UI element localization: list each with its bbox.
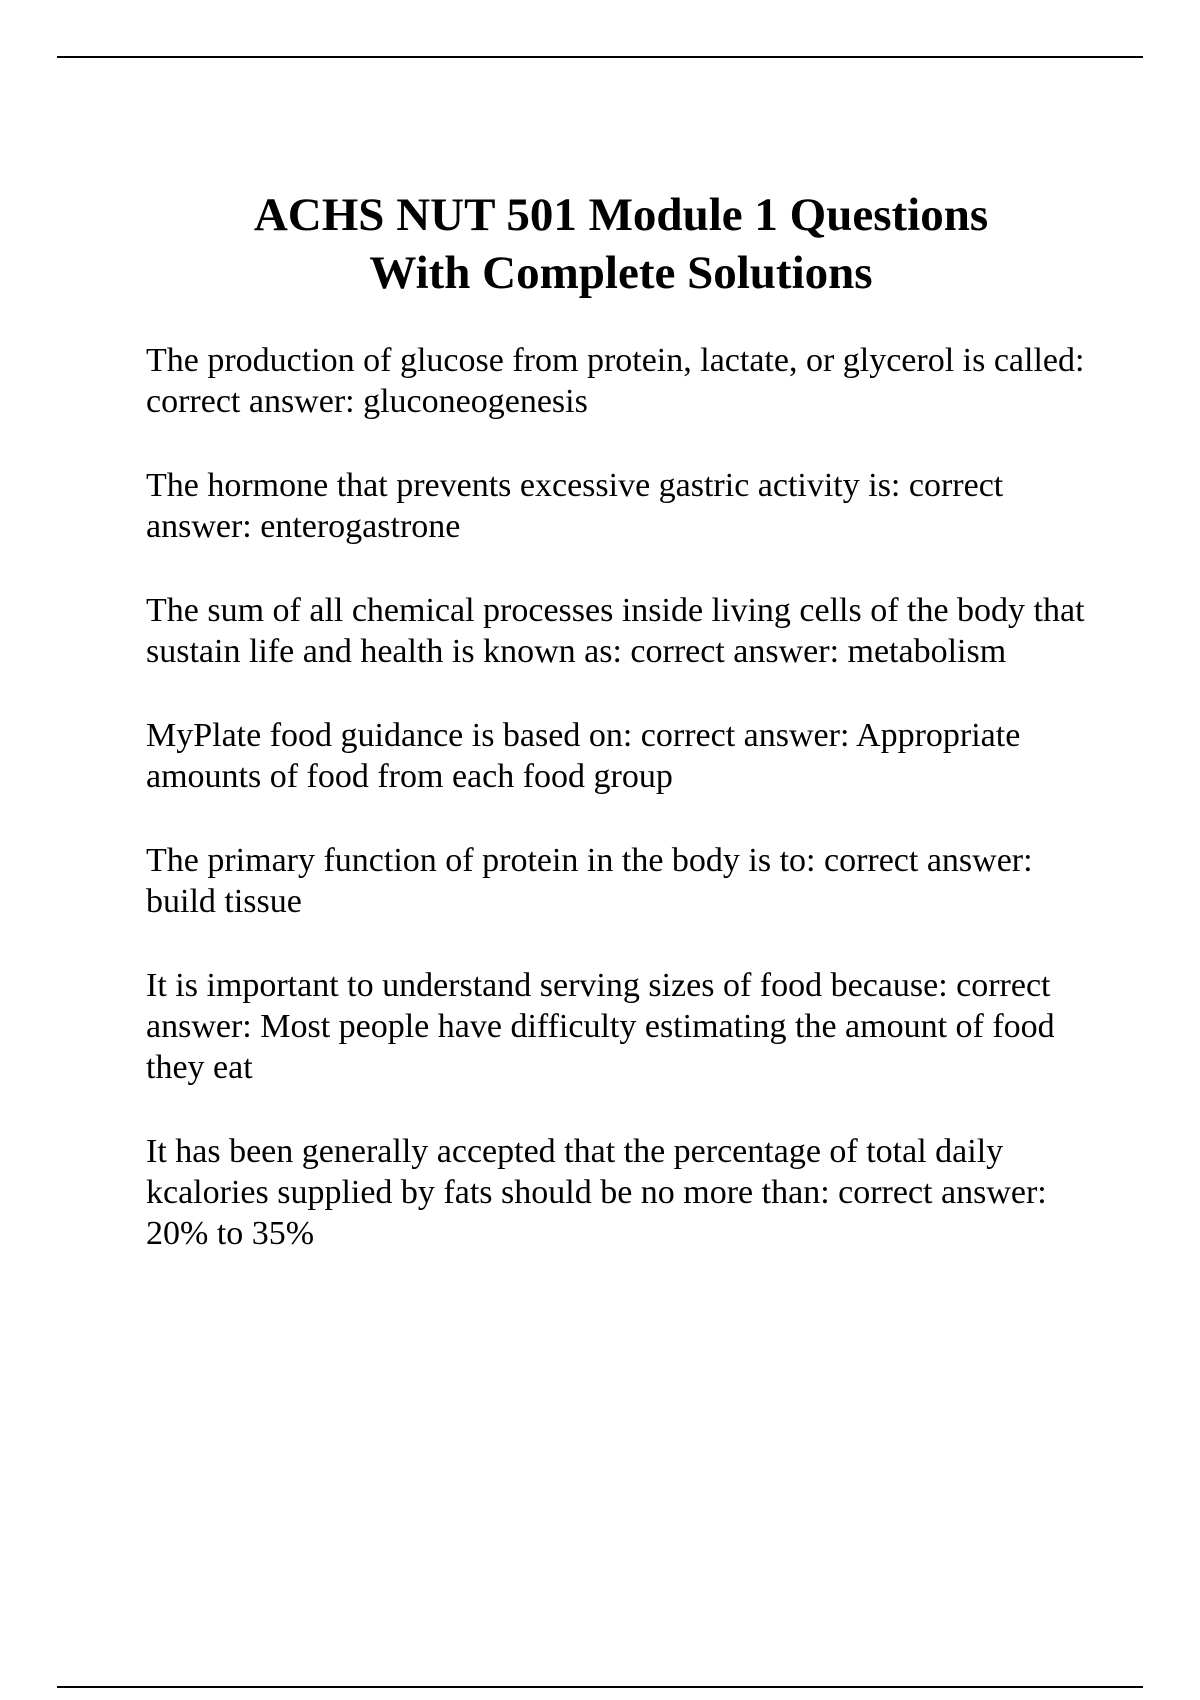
qa-item: The production of glucose from protein, lactate, or glycerol is called: correct answer: gluconeogenesis — [146, 342, 1085, 420]
qa-list — [146, 340, 1096, 1254]
qa-item: The hormone that prevents excessive gastric activity is: correct answer: enterogastrone — [146, 467, 1004, 545]
title-line-2: With Complete Solutions — [369, 247, 873, 299]
document-page — [146, 186, 1096, 1297]
qa-item: The sum of all chemical processes inside living cells of the body that sustain life and health is known as: correct answer: metabolism — [146, 592, 1085, 670]
bottom-rule — [57, 1686, 1143, 1688]
top-rule — [57, 56, 1143, 58]
document-title — [126, 186, 1116, 302]
qa-item: It has been generally accepted that the percentage of total daily kcalories supplied by fats should be no more than: correct answer: 20% to 35% — [146, 1133, 1047, 1252]
qa-item: The primary function of protein in the body is to: correct answer: build tissue — [146, 842, 1033, 920]
title-line-1: ACHS NUT 501 Module 1 Questions — [253, 189, 989, 241]
qa-item: MyPlate food guidance is based on: correct answer: Appropriate amounts of food from each food group — [146, 717, 1021, 795]
qa-item: It is important to understand serving sizes of food because: correct answer: Most people have difficulty estimating the amount of food they eat — [146, 967, 1055, 1086]
